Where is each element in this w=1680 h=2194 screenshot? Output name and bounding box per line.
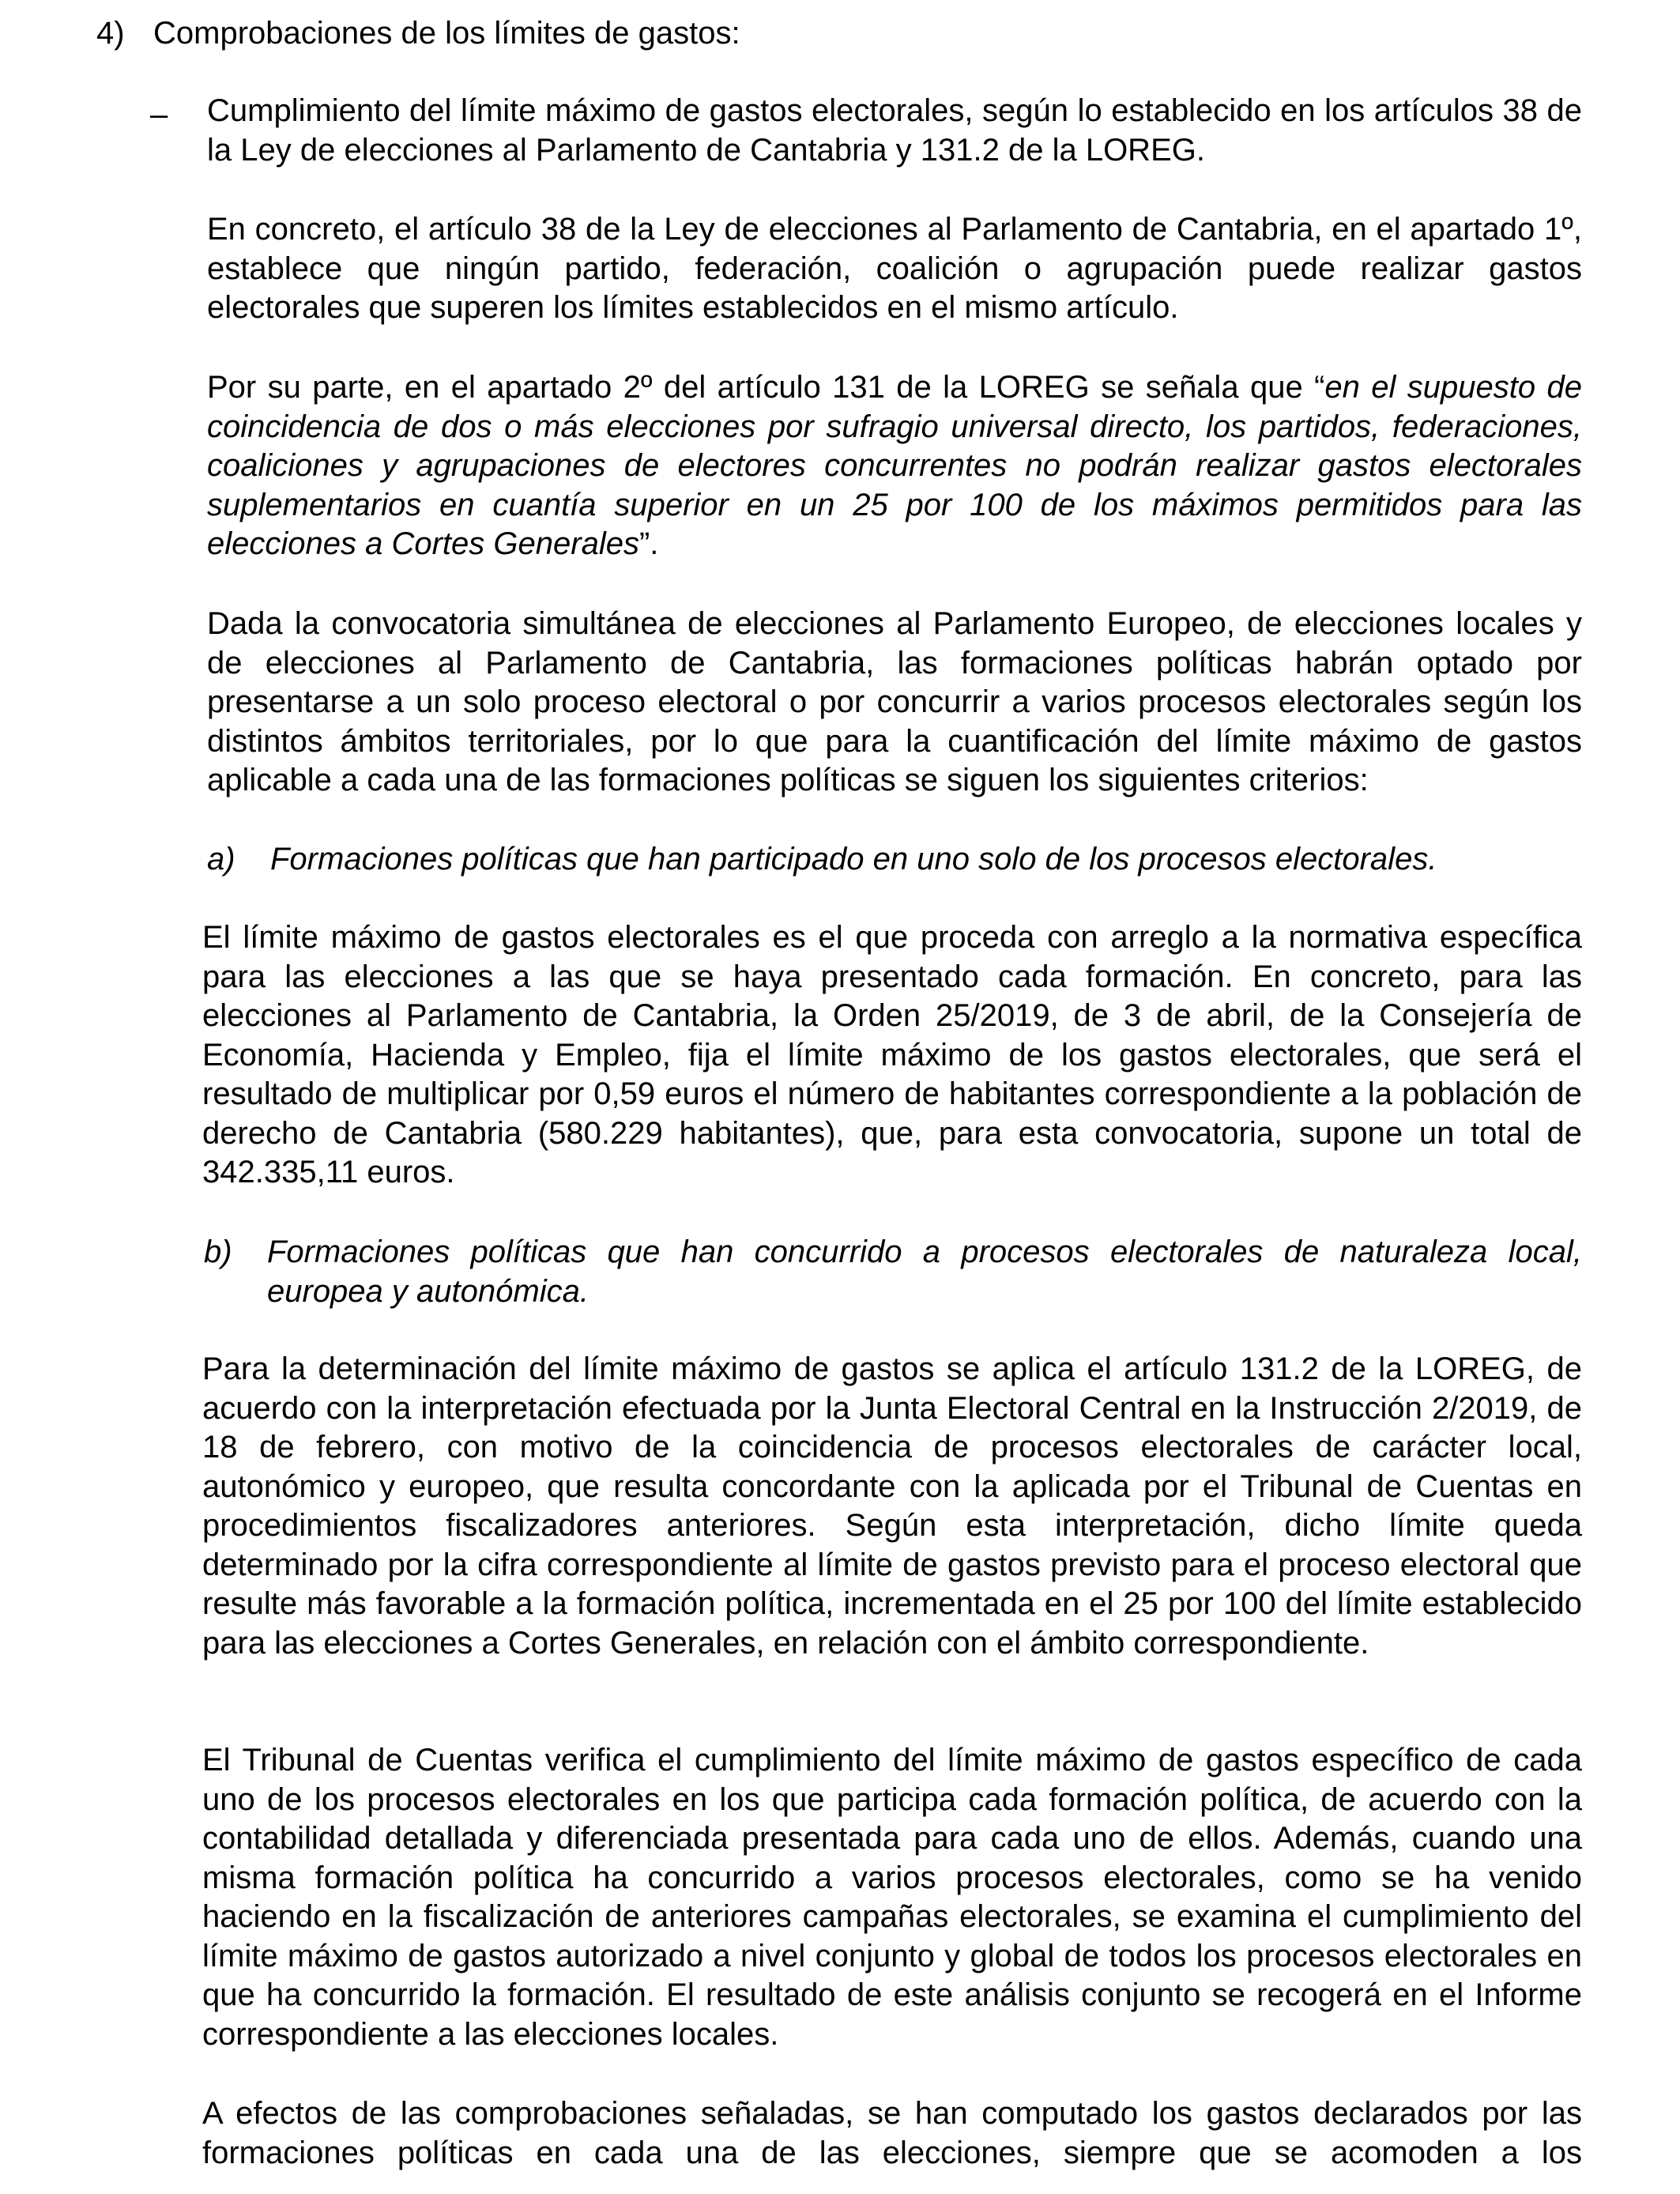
bullet-text: Cumplimiento del límite máximo de gastos electorales, según lo establecido en los artículos 38 de la Ley de elecciones al Parlamento de Cantabria y 131.2 de la LOREG.	[207, 93, 1582, 168]
paragraph-comprobaciones: A efectos de las comprobaciones señaladas, se han computado los gastos declarados por las formaciones políticas en cada una de las elecciones, siempre que se acomoden a los	[202, 2096, 1582, 2170]
paragraph-tribunal-verifica: El Tribunal de Cuentas verifica el cumplimiento del límite máximo de gastos específico de cada uno de los procesos electorales en los que participa cada formación política, de acuerdo con la contabilidad detallada y diferenciada presentada para cada uno de ellos. Además, cuando una misma formación política ha concurrido a varios procesos electorales, como se ha venido haciendo en la fiscalización de anteriores campañas electorales, se examina el cumplimiento del límite máximo de gastos autorizado a nivel conjunto y global de todos los procesos electorales en que ha concurrido la formación. El resultado de este análisis conjunto se recogerá en el Informe correspondiente a las elecciones locales.	[202, 1743, 1582, 2052]
paragraph-limite-cantabria: El límite máximo de gastos electorales es el que proceda con arreglo a la normativa específica para las elecciones a las que se haya presentado cada formación. En concreto, para las elecciones al Parlamento de Cantabria, la Orden 25/2019, de 3 de abril, de la Consejería de Economía, Hacienda y Empleo, fija el límite máximo de los gastos electorales, que será el resultado de multiplicar por 0,59 euros el número de habitantes correspondiente a la población de derecho de Cantabria (580.229 habitantes), que, para esta convocatoria, supone un total de 342.335,11 euros.	[202, 920, 1582, 1189]
bullet-marker: –	[150, 97, 168, 132]
paragraph-convocatoria: Dada la convocatoria simultánea de elecciones al Parlamento Europeo, de elecciones locales y de elecciones al Parlamento de Cantabria, las formaciones políticas habrán optado por presentarse a un solo proceso electoral o por concurrir a varios procesos electorales según los distintos ámbitos territoriales, por lo que para la cuantificación del límite máximo de gastos aplicable a cada una de las formaciones políticas se siguen los siguientes criterios:	[207, 606, 1582, 797]
paragraph-article-131	[207, 368, 1582, 564]
criterion-a	[207, 840, 1585, 880]
criterion-a-letter: a)	[207, 842, 235, 876]
criterion-a-text: Formaciones políticas que han participado en uno solo de los procesos electorales.	[270, 842, 1437, 876]
criterion-b	[204, 1233, 1582, 1312]
section-heading	[96, 11, 740, 55]
paragraph-article-131-quote: en el supuesto de coincidencia de dos o más elecciones por sufragio universal directo, los partidos, federaciones, coaliciones y agrupaciones de electores concurrentes no podrán realizar gastos electorales suplementarios en cuantía superior en un 25 por 100 de los máximos permitidos para las elecciones a Cortes Generales	[207, 370, 1582, 561]
criterion-b-letter: b)	[204, 1235, 232, 1269]
criterion-b-text: Formaciones políticas que han concurrido a procesos electorales de naturaleza local, europea y autonómica.	[267, 1235, 1582, 1309]
section-number: 4)	[96, 16, 125, 51]
paragraph-article-131-lead: Por su parte, en el apartado 2º del artículo 131 de la LOREG se señala que “	[207, 370, 1325, 405]
paragraph-article-38: En concreto, el artículo 38 de la Ley de elecciones al Parlamento de Cantabria, en el apartado 1º, establece que ningún partido, federación, coalición o agrupación puede realizar gastos electorales que superen los límites establecidos en el mismo artículo.	[207, 212, 1582, 325]
section-title: Comprobaciones de los límites de gastos:	[153, 16, 740, 51]
paragraph-article-131-tail: ”.	[638, 526, 659, 561]
paragraph-determinacion-limite: Para la determinación del límite máximo de gastos se aplica el artículo 131.2 de la LOREG, de acuerdo con la interpretación efectuada por la Junta Electoral Central en la Instrucción 2/2019, de 18 de febrero, con motivo de la coincidencia de procesos electorales de carácter local, autonómico y europeo, que resulta concordante con la aplicada por el Tribunal de Cuentas en procedimientos fiscalizadores anteriores. Según esta interpretación, dicho límite queda determinado por la cifra correspondiente al límite de gastos previsto para el proceso electoral que resulte más favorable a la formación política, incrementada en el 25 por 100 del límite establecido para las elecciones a Cortes Generales, en relación con el ámbito correspondiente.	[202, 1351, 1582, 1661]
